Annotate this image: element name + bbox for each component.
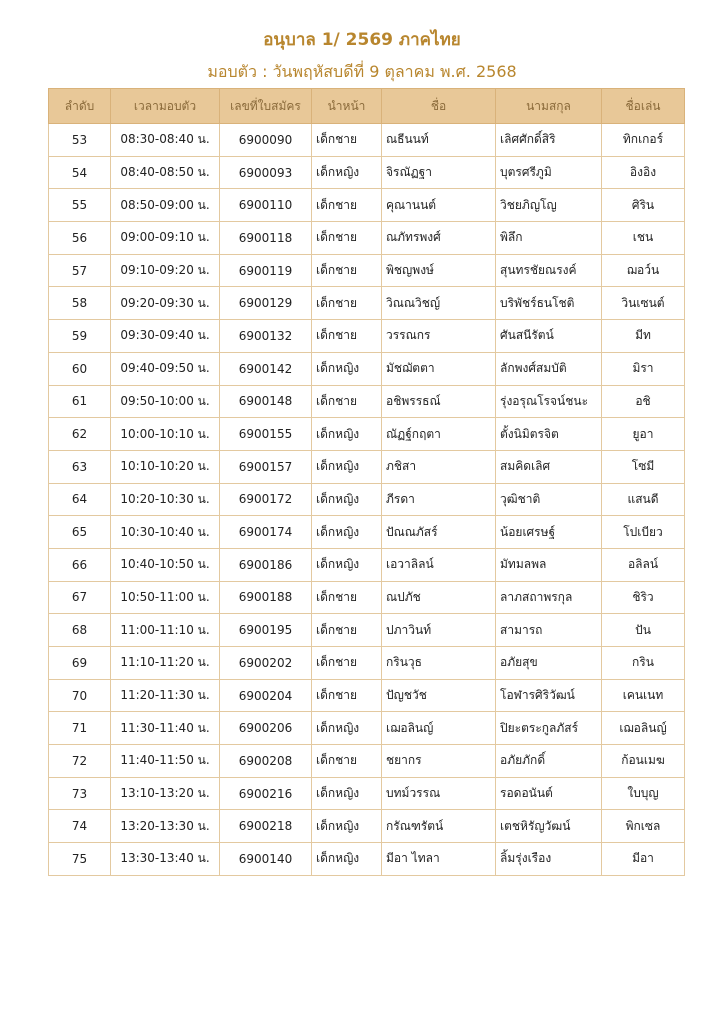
table-body	[49, 124, 685, 876]
col-header-prefix: นำหน้า	[312, 89, 382, 124]
table-header-row	[49, 89, 685, 124]
col-header-time: เวลามอบตัว	[111, 89, 220, 124]
cell-first-name: คุณานนต์	[382, 189, 496, 222]
table-row	[49, 516, 685, 549]
cell-first-name: เฌอลินญ์	[382, 712, 496, 745]
cell-time: 09:50-10:00 น.	[111, 385, 220, 418]
cell-last-name: ตั้งนิมิตรจิต	[496, 418, 602, 451]
cell-first-name: อชิพรรธณ์	[382, 385, 496, 418]
table-row	[49, 483, 685, 516]
cell-time: 08:40-08:50 น.	[111, 156, 220, 189]
cell-nickname: กริน	[602, 647, 685, 680]
col-header-first-name: ชื่อ	[382, 89, 496, 124]
cell-first-name: บทม์วรรณ	[382, 777, 496, 810]
table-row	[49, 777, 685, 810]
cell-last-name: มัทมลพล	[496, 548, 602, 581]
cell-time: 09:30-09:40 น.	[111, 320, 220, 353]
table-row	[49, 679, 685, 712]
table-row	[49, 254, 685, 287]
cell-order: 74	[49, 810, 111, 843]
cell-prefix: เด็กชาย	[312, 287, 382, 320]
cell-time: 10:00-10:10 น.	[111, 418, 220, 451]
col-header-last-name: นามสกุล	[496, 89, 602, 124]
cell-first-name: มัชฌัตตา	[382, 352, 496, 385]
table-row	[49, 614, 685, 647]
table-row	[49, 156, 685, 189]
cell-order: 63	[49, 450, 111, 483]
page-subtitle: มอบตัว : วันพฤหัสบดีที่ 9 ตุลาคม พ.ศ. 2568	[207, 62, 517, 81]
cell-nickname: ฌอว์น	[602, 254, 685, 287]
cell-time: 08:30-08:40 น.	[111, 124, 220, 157]
cell-nickname: วินเซนต์	[602, 287, 685, 320]
table-row	[49, 712, 685, 745]
col-header-application-no: เลขที่ใบสมัคร	[220, 89, 312, 124]
cell-order: 67	[49, 581, 111, 614]
cell-time: 08:50-09:00 น.	[111, 189, 220, 222]
cell-last-name: ลักพงศ์สมบัติ	[496, 352, 602, 385]
cell-time: 13:20-13:30 น.	[111, 810, 220, 843]
cell-prefix: เด็กหญิง	[312, 450, 382, 483]
cell-order: 57	[49, 254, 111, 287]
table-row	[49, 124, 685, 157]
cell-prefix: เด็กชาย	[312, 385, 382, 418]
table-row	[49, 222, 685, 255]
cell-last-name: บุตรศรีภูมิ	[496, 156, 602, 189]
cell-last-name: ลิ้มรุ่งเรือง	[496, 843, 602, 876]
cell-order: 69	[49, 647, 111, 680]
cell-first-name: ปัณณภัสร์	[382, 516, 496, 549]
cell-application-no: 6900142	[220, 352, 312, 385]
cell-first-name: ณัฏฐ์กฤตา	[382, 418, 496, 451]
cell-application-no: 6900132	[220, 320, 312, 353]
cell-time: 11:00-11:10 น.	[111, 614, 220, 647]
cell-application-no: 6900119	[220, 254, 312, 287]
cell-application-no: 6900110	[220, 189, 312, 222]
cell-nickname: ปัน	[602, 614, 685, 647]
cell-last-name: วุฒิชาติ	[496, 483, 602, 516]
cell-application-no: 6900090	[220, 124, 312, 157]
cell-first-name: กรินวุธ	[382, 647, 496, 680]
cell-prefix: เด็กหญิง	[312, 810, 382, 843]
cell-first-name: ณธีนนท์	[382, 124, 496, 157]
table-row	[49, 810, 685, 843]
cell-time: 11:40-11:50 น.	[111, 745, 220, 778]
cell-order: 71	[49, 712, 111, 745]
cell-nickname: ก้อนเมฆ	[602, 745, 685, 778]
cell-prefix: เด็กชาย	[312, 745, 382, 778]
cell-first-name: ภชิสา	[382, 450, 496, 483]
cell-first-name: ภีรดา	[382, 483, 496, 516]
cell-order: 55	[49, 189, 111, 222]
cell-last-name: สมคิดเลิศ	[496, 450, 602, 483]
cell-order: 65	[49, 516, 111, 549]
cell-last-name: น้อยเศรษฐ์	[496, 516, 602, 549]
cell-order: 70	[49, 679, 111, 712]
cell-last-name: รุ่งอรุณโรจน์ชนะ	[496, 385, 602, 418]
table-row	[49, 320, 685, 353]
cell-time: 13:10-13:20 น.	[111, 777, 220, 810]
cell-prefix: เด็กชาย	[312, 189, 382, 222]
cell-prefix: เด็กหญิง	[312, 156, 382, 189]
cell-prefix: เด็กหญิง	[312, 352, 382, 385]
cell-application-no: 6900129	[220, 287, 312, 320]
cell-prefix: เด็กชาย	[312, 614, 382, 647]
cell-first-name: วรรณกร	[382, 320, 496, 353]
cell-nickname: พิกเซล	[602, 810, 685, 843]
cell-time: 10:30-10:40 น.	[111, 516, 220, 549]
cell-order: 56	[49, 222, 111, 255]
table-row	[49, 843, 685, 876]
cell-application-no: 6900140	[220, 843, 312, 876]
cell-application-no: 6900186	[220, 548, 312, 581]
table-row	[49, 450, 685, 483]
cell-nickname: ศิริน	[602, 189, 685, 222]
enrollment-table	[48, 88, 685, 876]
cell-order: 62	[49, 418, 111, 451]
cell-nickname: มิรา	[602, 352, 685, 385]
cell-order: 54	[49, 156, 111, 189]
cell-time: 11:20-11:30 น.	[111, 679, 220, 712]
cell-first-name: ปัญชวัช	[382, 679, 496, 712]
cell-nickname: มีอา	[602, 843, 685, 876]
cell-last-name: เตชหิรัญวัฒน์	[496, 810, 602, 843]
cell-last-name: สุนทรชัยณรงค์	[496, 254, 602, 287]
cell-nickname: ยูอา	[602, 418, 685, 451]
cell-last-name: อภัยสุข	[496, 647, 602, 680]
cell-nickname: ทิกเกอร์	[602, 124, 685, 157]
cell-application-no: 6900202	[220, 647, 312, 680]
col-header-nickname: ชื่อเล่น	[602, 89, 685, 124]
cell-prefix: เด็กหญิง	[312, 483, 382, 516]
cell-order: 53	[49, 124, 111, 157]
cell-last-name: บริพัชร์ธนโชติ	[496, 287, 602, 320]
cell-time: 09:10-09:20 น.	[111, 254, 220, 287]
page-title: อนุบาล 1/ 2569 ภาคไทย	[263, 30, 461, 50]
cell-first-name: ปภาวินท์	[382, 614, 496, 647]
table-row	[49, 385, 685, 418]
cell-order: 73	[49, 777, 111, 810]
cell-first-name: ณภัทรพงศ์	[382, 222, 496, 255]
cell-order: 58	[49, 287, 111, 320]
cell-application-no: 6900206	[220, 712, 312, 745]
cell-first-name: จิรณัฏฐา	[382, 156, 496, 189]
cell-last-name: เลิศศักดิ์สิริ	[496, 124, 602, 157]
cell-application-no: 6900195	[220, 614, 312, 647]
cell-time: 11:30-11:40 น.	[111, 712, 220, 745]
cell-prefix: เด็กหญิง	[312, 548, 382, 581]
cell-time: 11:10-11:20 น.	[111, 647, 220, 680]
cell-last-name: สามารถ	[496, 614, 602, 647]
cell-last-name: ศันสนีรัตน์	[496, 320, 602, 353]
cell-application-no: 6900174	[220, 516, 312, 549]
cell-last-name: อภัยภักดิ์	[496, 745, 602, 778]
cell-prefix: เด็กชาย	[312, 124, 382, 157]
cell-prefix: เด็กชาย	[312, 320, 382, 353]
cell-first-name: ณปภัช	[382, 581, 496, 614]
cell-application-no: 6900148	[220, 385, 312, 418]
cell-application-no: 6900155	[220, 418, 312, 451]
cell-first-name: มีอา ไทลา	[382, 843, 496, 876]
cell-nickname: มีท	[602, 320, 685, 353]
cell-nickname: แสนดี	[602, 483, 685, 516]
cell-nickname: ชิริว	[602, 581, 685, 614]
cell-time: 10:40-10:50 น.	[111, 548, 220, 581]
cell-prefix: เด็กหญิง	[312, 843, 382, 876]
table-row	[49, 352, 685, 385]
cell-application-no: 6900208	[220, 745, 312, 778]
cell-time: 10:20-10:30 น.	[111, 483, 220, 516]
cell-time: 09:00-09:10 น.	[111, 222, 220, 255]
table-row	[49, 647, 685, 680]
cell-prefix: เด็กหญิง	[312, 418, 382, 451]
table-row	[49, 189, 685, 222]
cell-nickname: เฌอลินญ์	[602, 712, 685, 745]
cell-order: 64	[49, 483, 111, 516]
cell-application-no: 6900093	[220, 156, 312, 189]
cell-last-name: วิชยภิญโญ	[496, 189, 602, 222]
cell-application-no: 6900172	[220, 483, 312, 516]
cell-nickname: โซมี	[602, 450, 685, 483]
cell-order: 75	[49, 843, 111, 876]
cell-nickname: อชิ	[602, 385, 685, 418]
col-header-order: ลำดับ	[49, 89, 111, 124]
cell-nickname: เคนเนท	[602, 679, 685, 712]
cell-nickname: อลิลน์	[602, 548, 685, 581]
cell-prefix: เด็กหญิง	[312, 712, 382, 745]
cell-time: 13:30-13:40 น.	[111, 843, 220, 876]
cell-application-no: 6900216	[220, 777, 312, 810]
cell-prefix: เด็กหญิง	[312, 516, 382, 549]
cell-time: 09:40-09:50 น.	[111, 352, 220, 385]
cell-nickname: โปเบียว	[602, 516, 685, 549]
cell-application-no: 6900118	[220, 222, 312, 255]
cell-prefix: เด็กหญิง	[312, 777, 382, 810]
cell-order: 60	[49, 352, 111, 385]
cell-nickname: เชน	[602, 222, 685, 255]
cell-application-no: 6900157	[220, 450, 312, 483]
cell-order: 72	[49, 745, 111, 778]
cell-prefix: เด็กชาย	[312, 647, 382, 680]
cell-first-name: ชยากร	[382, 745, 496, 778]
cell-time: 10:10-10:20 น.	[111, 450, 220, 483]
cell-order: 59	[49, 320, 111, 353]
cell-application-no: 6900218	[220, 810, 312, 843]
cell-first-name: กรัณฑรัตน์	[382, 810, 496, 843]
cell-last-name: ลาภสถาพรกุล	[496, 581, 602, 614]
cell-prefix: เด็กชาย	[312, 254, 382, 287]
cell-last-name: ปิยะตระกูลภัสร์	[496, 712, 602, 745]
cell-last-name: พิลึก	[496, 222, 602, 255]
table-row	[49, 745, 685, 778]
cell-time: 09:20-09:30 น.	[111, 287, 220, 320]
cell-last-name: รอดอนันต์	[496, 777, 602, 810]
cell-time: 10:50-11:00 น.	[111, 581, 220, 614]
cell-prefix: เด็กชาย	[312, 679, 382, 712]
table-row	[49, 418, 685, 451]
cell-nickname: อิงอิง	[602, 156, 685, 189]
cell-last-name: โอฬารศิริวัฒน์	[496, 679, 602, 712]
cell-nickname: ใบบุญ	[602, 777, 685, 810]
cell-application-no: 6900188	[220, 581, 312, 614]
cell-application-no: 6900204	[220, 679, 312, 712]
table-row	[49, 548, 685, 581]
cell-first-name: พิชญพงษ์	[382, 254, 496, 287]
cell-first-name: วิณณวิชญ์	[382, 287, 496, 320]
table-row	[49, 287, 685, 320]
cell-first-name: เอวาลิลน์	[382, 548, 496, 581]
cell-order: 68	[49, 614, 111, 647]
cell-order: 61	[49, 385, 111, 418]
cell-prefix: เด็กชาย	[312, 581, 382, 614]
cell-order: 66	[49, 548, 111, 581]
table-row	[49, 581, 685, 614]
cell-prefix: เด็กชาย	[312, 222, 382, 255]
